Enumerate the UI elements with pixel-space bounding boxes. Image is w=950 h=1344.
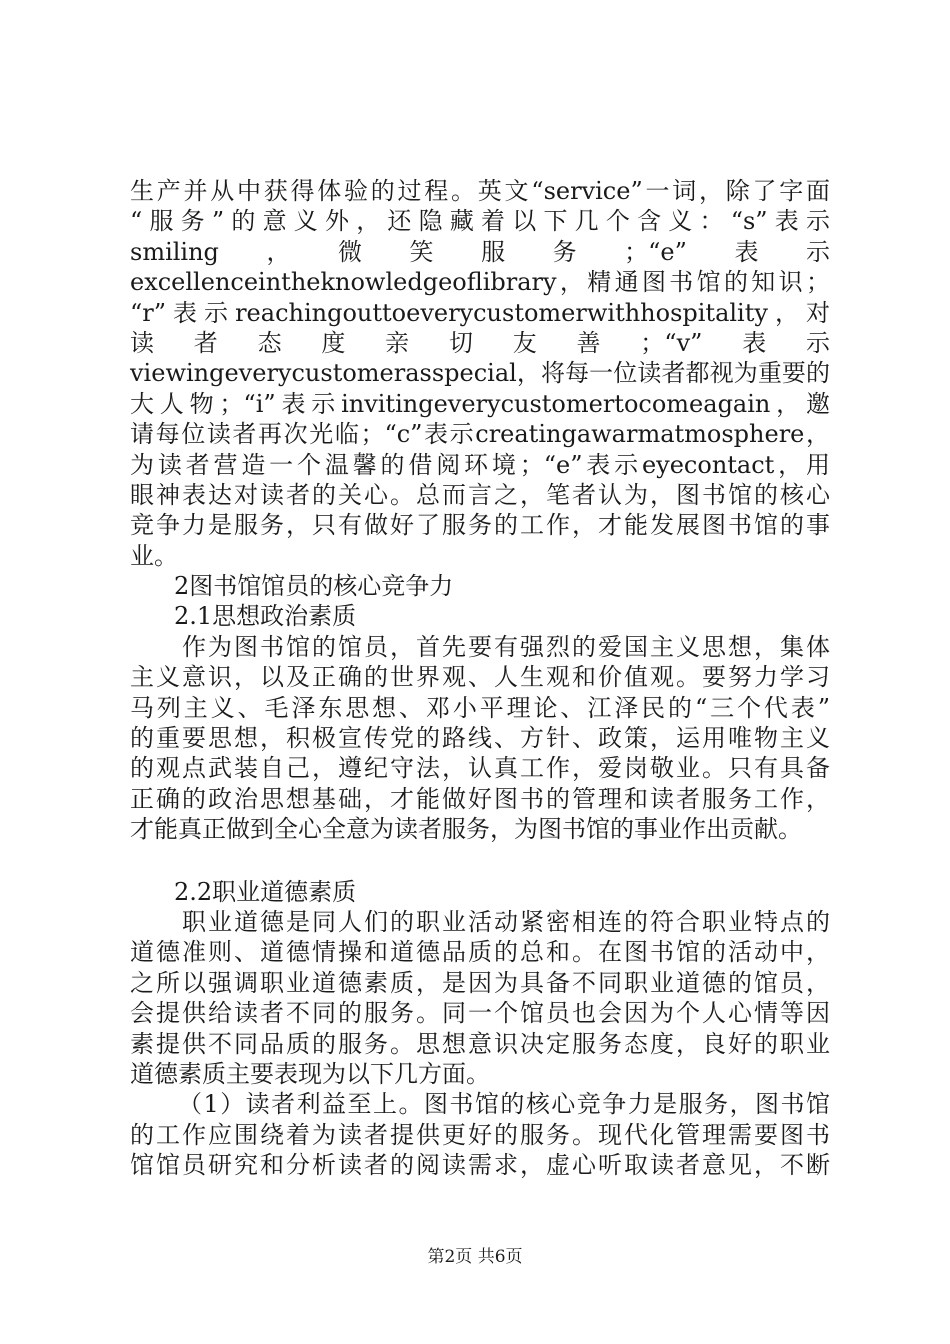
page-number-footer: 第2页 共6页	[427, 1247, 523, 1267]
paragraph-professional-ethics	[130, 907, 830, 1089]
text-line: 竞争力是服务，只有做好了服务的工作，才能发展图书馆的事	[130, 511, 830, 540]
text-line: 业。	[130, 541, 178, 570]
text-line: 的观点武装自己，遵纪守法，认真工作，爱岗敬业。只有具备	[130, 754, 830, 783]
text-line: smiling，微笑服务；“e”表示	[130, 237, 830, 266]
paragraph-reader-interest	[130, 1089, 830, 1180]
text-line: 道德素质主要表现为以下几方面。	[130, 1059, 490, 1088]
text-line: 的工作应围绕着为读者提供更好的服务。现代化管理需要图书	[130, 1120, 830, 1149]
text-line: 的重要思想，积极宣传党的路线、方针、政策，运用唯物主义	[130, 724, 830, 753]
paragraph-political-quality	[130, 632, 830, 845]
text-line: 大人物；“i”表示invitingeverycustomertocomeagain，邀	[130, 389, 830, 418]
text-line: “服务”的意义外，还隐藏着以下几个含义：“s”表示	[130, 207, 830, 236]
subsection-heading: 2.1思想政治素质	[174, 602, 357, 631]
text-line: 生产并从中获得体验的过程。英文“service”一词，除了字面	[130, 177, 830, 205]
text-line: （1）读者利益至上。图书馆的核心竞争力是服务，图书馆	[178, 1090, 830, 1119]
section-heading: 2图书馆馆员的核心竞争力	[174, 572, 454, 601]
text-line: excellenceintheknowledgeoflibrary，精通图书馆的知识；	[130, 268, 830, 297]
text-line: 马列主义、毛泽东思想、邓小平理论、江泽民的“三个代表”	[130, 693, 830, 722]
text-line: 为读者营造一个温馨的借阅环境；“e”表示eyecontact，用	[130, 450, 830, 479]
text-line: 会提供给读者不同的服务。同一个馆员也会因为个人心情等因	[130, 999, 830, 1028]
text-line: 正确的政治思想基础，才能做好图书的管理和读者服务工作，	[130, 784, 830, 813]
text-line: 读者态度亲切友善；“v”表示	[130, 328, 830, 357]
text-line: “r”表示reachingouttoeverycustomerwithhospitality，对	[130, 298, 830, 327]
subsection-heading: 2.2职业道德素质	[174, 877, 357, 906]
paragraph-service-meaning	[130, 176, 830, 571]
text-line: 作为图书馆的馆员，首先要有强烈的爱国主义思想，集体	[182, 632, 830, 661]
text-line: 之所以强调职业道德素质，是因为具备不同职业道德的馆员，	[130, 968, 830, 997]
text-line: 职业道德是同人们的职业活动紧密相连的符合职业特点的	[182, 907, 830, 936]
text-line: 眼神表达对读者的关心。总而言之，笔者认为，图书馆的核心	[130, 480, 830, 509]
text-line: 请每位读者再次光临；“c”表示creatingawarmatmosphere，	[130, 420, 830, 449]
text-line: 素提供不同品质的服务。思想意识决定服务态度，良好的职业	[130, 1029, 830, 1058]
text-line: 道德准则、道德情操和道德品质的总和。在图书馆的活动中，	[130, 938, 830, 967]
blank-line	[130, 845, 830, 877]
text-line: 主义意识，以及正确的世界观、人生观和价值观。要努力学习	[130, 663, 830, 692]
text-line: viewingeverycustomerasspecial，将每一位读者都视为重要的	[130, 359, 830, 388]
text-line: 馆馆员研究和分析读者的阅读需求，虚心听取读者意见，不断	[130, 1151, 830, 1180]
text-line: 才能真正做到全心全意为读者服务，为图书馆的事业作出贡献。	[130, 815, 802, 844]
document-body	[130, 176, 830, 1181]
